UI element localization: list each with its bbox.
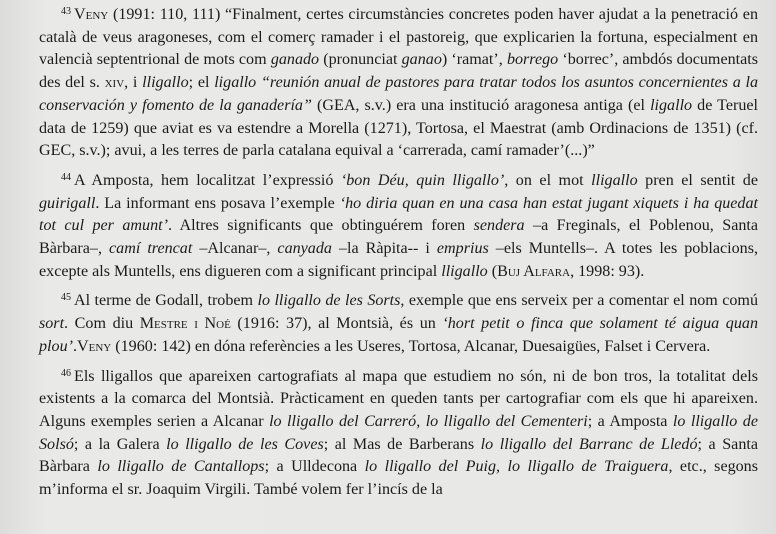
footnote-46 — [39, 363, 758, 502]
text-segment: ; a Amposta — [587, 412, 673, 430]
text-segment: sendera — [473, 217, 525, 235]
text-segment: guirigall — [39, 194, 96, 212]
text-segment: , exemple que ens serveix per a comentar el nom comú — [400, 292, 758, 310]
text-segment: –a Freginals, el Poblenou, Santa Bàrbara–, — [39, 217, 758, 258]
text-segment: . — [72, 337, 78, 355]
text-segment: lo lligallo del Carreró, lo lligallo del Cementeri — [269, 412, 588, 430]
text-segment: ligallo — [214, 74, 257, 92]
text-segment: (GEA, s.v.) era una institució aragonesa antiga (el — [311, 96, 651, 114]
text-segment: ganado — [270, 51, 320, 69]
text-segment: (1960: 142) en dóna referències a les Useres, Tortosa, Alcanar, Duesaigües, Falset i Cervera. — [111, 337, 711, 355]
footnote-number: 44 — [61, 171, 71, 183]
text-segment: (1916: 37), al Montsià, és un — [230, 315, 443, 333]
text-segment: lligallo — [591, 171, 638, 189]
text-segment: Els lligallos que apareixen cartografiats al mapa que estudiem no són, ni de bon tros, la totalitat dels existents a la comarca del Montsià. Pràcticament en queden tants per cartografiar com els que hi apareixen. Alguns exemples serien a Alcanar — [39, 367, 758, 430]
footnote-text — [39, 368, 758, 499]
text-segment: canyada — [277, 240, 332, 258]
text-segment: ‘hort petit o finca que solament té aigua quan plou’ — [39, 315, 758, 355]
text-segment: ganao — [401, 51, 442, 69]
text-segment: , etc., segons m’informa el sr. Joaquim Virgili. També volem fer l’incís de la — [39, 458, 758, 499]
footnote-44 — [39, 167, 758, 284]
text-segment: ; a Ulldecona — [264, 458, 365, 476]
text-segment: Veny — [77, 337, 112, 355]
text-segment: emprius — [436, 240, 489, 258]
text-segment: ‘borrec’, ambdós documentats des del s. — [39, 51, 758, 92]
text-segment: . Altres significants que obtinguérem foren — [167, 217, 474, 235]
footnote-text — [39, 6, 758, 159]
text-segment: –els Muntells–. A totes les poblacions, excepte als Muntells, ens digueren com a significant principal — [39, 240, 758, 280]
text-segment: A Amposta, hem localitzat l’expressió — [74, 171, 341, 189]
text-segment: (pronunciat — [319, 51, 402, 69]
text-segment: de Teruel data de 1259) que aviat es va estendre a Morella (1271), Tortosa, el Maestrat (amb Ordinacions de 1351) (cf. GEC, s.v.); avui, a les terres de parla catalana equival a ‘carrerada, camí ramader’(...)” — [39, 96, 758, 160]
text-segment: –la Ràpita-- i — [331, 240, 437, 258]
text-segment: ; a la Galera — [73, 435, 167, 453]
text-segment: lo lligallo de Solsó — [39, 412, 758, 453]
text-segment: ) ‘ramat’, — [441, 51, 507, 69]
text-segment: xiv — [104, 74, 125, 92]
text-segment: lligallo — [142, 74, 189, 92]
text-segment: –Alcanar–, — [192, 240, 278, 258]
text-segment: . Com diu — [64, 315, 140, 333]
text-segment: Veny — [74, 6, 109, 23]
text-segment: (1991: 110, 111) “Finalment, certes circumstàncies concretes poden haver ajudat a la penetració en català de veus aragoneses, com el comerç ramader i el pastoreig, que explicarien la fortuna, especialment en valencià septentrional de mots com — [39, 6, 758, 69]
text-segment: Buj Alfara — [497, 262, 571, 280]
text-segment: lo lligallo de les Sorts — [257, 292, 401, 310]
text-segment: ‘ho diria quan en una casa han estat jugant xiquets i ha quedat tot cul per amunt’ — [39, 194, 758, 235]
text-segment: , 1998: 93). — [570, 262, 645, 280]
text-segment: ; el — [188, 74, 215, 92]
text-segment: ; al Mas de Barberans — [323, 435, 481, 453]
text-segment: sort — [39, 315, 65, 333]
footnote-text — [39, 172, 758, 280]
text-segment: borrego — [506, 51, 559, 69]
text-segment: ( — [487, 262, 498, 280]
text-segment: pren el sentit de — [637, 171, 758, 189]
footnote-text — [39, 292, 758, 354]
text-segment: Mestre i Noé — [139, 315, 231, 333]
text-segment: lo lligallo del Puig, lo lligallo de Traiguera — [364, 458, 669, 476]
text-segment: Al terme de Godall, trobem — [74, 292, 258, 310]
text-segment: , on el mot — [504, 171, 592, 189]
footnote-number: 45 — [61, 292, 71, 304]
footnote-number: 43 — [61, 6, 71, 17]
text-segment: lo lligallo del Barranc de Lledó — [480, 435, 698, 453]
text-segment: lligallo — [441, 262, 488, 280]
text-segment: ligallo — [650, 96, 693, 114]
footnote-45 — [39, 287, 758, 358]
text-segment: lo lligallo de les Coves — [166, 435, 324, 453]
text-segment: ‘bon Déu, quin lligallo’ — [340, 171, 505, 189]
text-segment: camí trencat — [109, 240, 193, 258]
text-segment: lo lligallo de Cantallops — [97, 458, 265, 476]
footnote-43 — [39, 1, 758, 163]
text-segment: ; a Santa Bàrbara — [39, 435, 758, 476]
text-segment: , i — [124, 74, 143, 92]
footnote-number: 46 — [61, 367, 71, 379]
text-segment: “reunión anual de pastores para tratar todos los asuntos concernientes a la conservación y fomento de la ganadería” — [39, 74, 758, 114]
text-segment: . La informant ens posava l’exemple — [95, 194, 340, 212]
